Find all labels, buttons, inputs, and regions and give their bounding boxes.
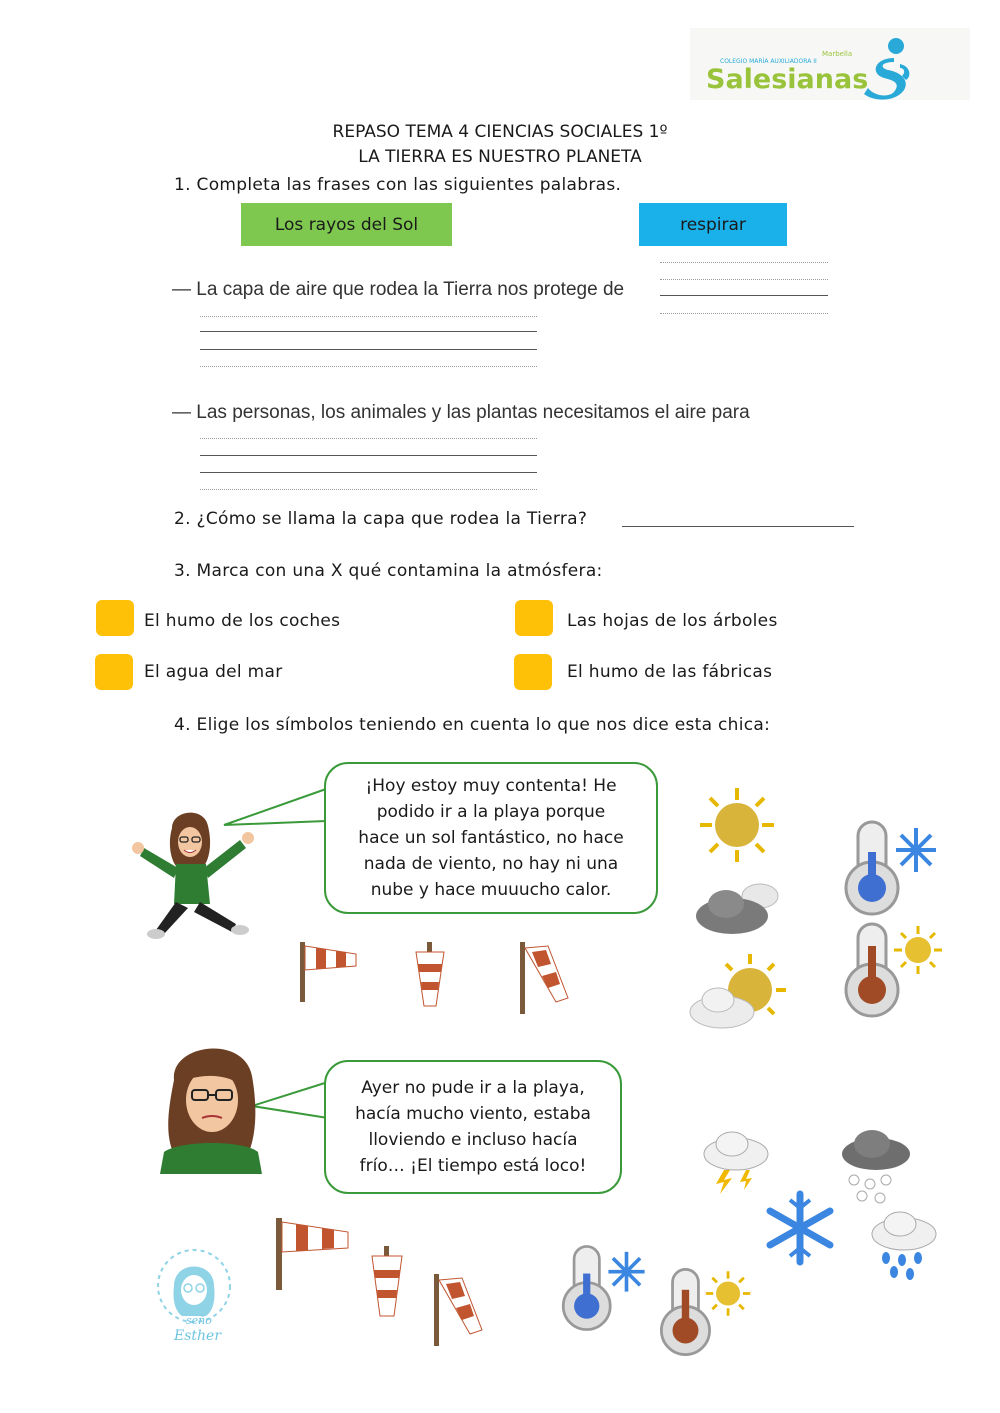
option-humo-coches: El humo de los coches (144, 611, 341, 631)
checkbox-humo-coches[interactable] (96, 600, 134, 636)
cloud-icon (692, 876, 788, 938)
windsock-icon-diagonal (518, 940, 574, 1016)
logo-mark-icon (860, 36, 920, 100)
thermometer-hot-icon (838, 920, 946, 1020)
answer-line[interactable] (200, 331, 537, 332)
hail-icon (838, 1124, 914, 1204)
answer-line[interactable] (200, 455, 537, 456)
option-humo-fabricas: El humo de las fábricas (567, 662, 773, 682)
windsock-icon-horizontal (274, 1216, 352, 1292)
bubble-line: nube y hace muuucho calor. (370, 880, 612, 900)
checkbox-hojas-arboles[interactable] (515, 600, 553, 636)
bubble-line: hacía mucho viento, estaba (355, 1104, 591, 1124)
windsock-icon-hanging (366, 1246, 408, 1322)
rain-icon (868, 1206, 938, 1282)
watermark-line1: seño (186, 1314, 212, 1327)
thermometer-cold-icon (838, 818, 942, 918)
word-box-rayos: Los rayos del Sol (241, 203, 452, 246)
logo-school: COLEGIO MARÍA AUXILIADORA II (720, 58, 817, 65)
answer-guide (200, 316, 537, 317)
snowflake-icon (766, 1190, 834, 1266)
speech-bubble-happy (324, 762, 658, 914)
bubble-line: Ayer no pude ir a la playa, (361, 1078, 585, 1098)
checkbox-agua-mar[interactable] (95, 654, 133, 690)
sun-cloud-icon (688, 952, 792, 1034)
girl-avatar-jumping (128, 808, 263, 948)
option-hojas-arboles: Las hojas de los árboles (567, 611, 778, 631)
word-box-respirar: respirar (639, 203, 787, 246)
checkbox-humo-fabricas[interactable] (514, 654, 552, 690)
girl-avatar-sad (160, 1040, 262, 1174)
bubble-line: ¡Hoy estoy muy contenta! He (365, 776, 617, 796)
sun-icon (698, 786, 776, 864)
option-agua-mar: El agua del mar (144, 662, 283, 682)
q1-prompt: 1. Completa las frases con las siguientes palabras. (174, 175, 622, 195)
windsock-icon-diagonal (432, 1272, 488, 1348)
logo-city: Marbella (822, 50, 853, 58)
bubble-line: nada de viento, no hay ni una (363, 854, 619, 874)
answer-guide (660, 279, 828, 280)
bubble-line: hace un sol fantástico, no hace (358, 828, 624, 848)
watermark (146, 1246, 242, 1350)
answer-guide (200, 489, 537, 490)
answer-line[interactable] (200, 472, 537, 473)
thermometer-hot-icon (654, 1264, 754, 1360)
answer-line[interactable] (622, 526, 854, 527)
answer-guide (660, 262, 828, 263)
q4-prompt: 4. Elige los símbolos teniendo en cuenta lo que nos dice esta chica: (174, 715, 771, 735)
q1-sentence-2: — Las personas, los animales y las plantas necesitamos el aire para (172, 402, 750, 423)
school-logo (690, 28, 970, 100)
answer-guide (200, 438, 537, 439)
speech-bubble-sad (324, 1060, 622, 1194)
page-title: REPASO TEMA 4 CIENCIAS SOCIALES 1º (332, 122, 668, 142)
answer-guide (200, 366, 537, 367)
windsock-icon-hanging (410, 942, 450, 1012)
windsock-icon-horizontal (298, 940, 360, 1004)
answer-guide (660, 313, 828, 314)
bubble-line: frío… ¡El tiempo está loco! (359, 1156, 587, 1176)
bubble-line: podido ir a la playa porque (376, 802, 606, 822)
answer-line[interactable] (660, 295, 828, 296)
watermark-line2: Esther (174, 1328, 222, 1344)
q2-prompt: 2. ¿Cómo se llama la capa que rodea la Tierra? (174, 509, 588, 529)
answer-line[interactable] (200, 349, 537, 350)
thermometer-cold-icon (556, 1240, 650, 1336)
q1-sentence-1: — La capa de aire que rodea la Tierra nos protege de (172, 279, 625, 300)
logo-brand: Salesianas (706, 64, 869, 95)
q3-prompt: 3. Marca con una X qué contamina la atmósfera: (174, 561, 603, 581)
page-subtitle: LA TIERRA ES NUESTRO PLANETA (358, 147, 642, 167)
bubble-line: lloviendo e incluso hacía (368, 1130, 578, 1150)
storm-icon (700, 1126, 772, 1196)
